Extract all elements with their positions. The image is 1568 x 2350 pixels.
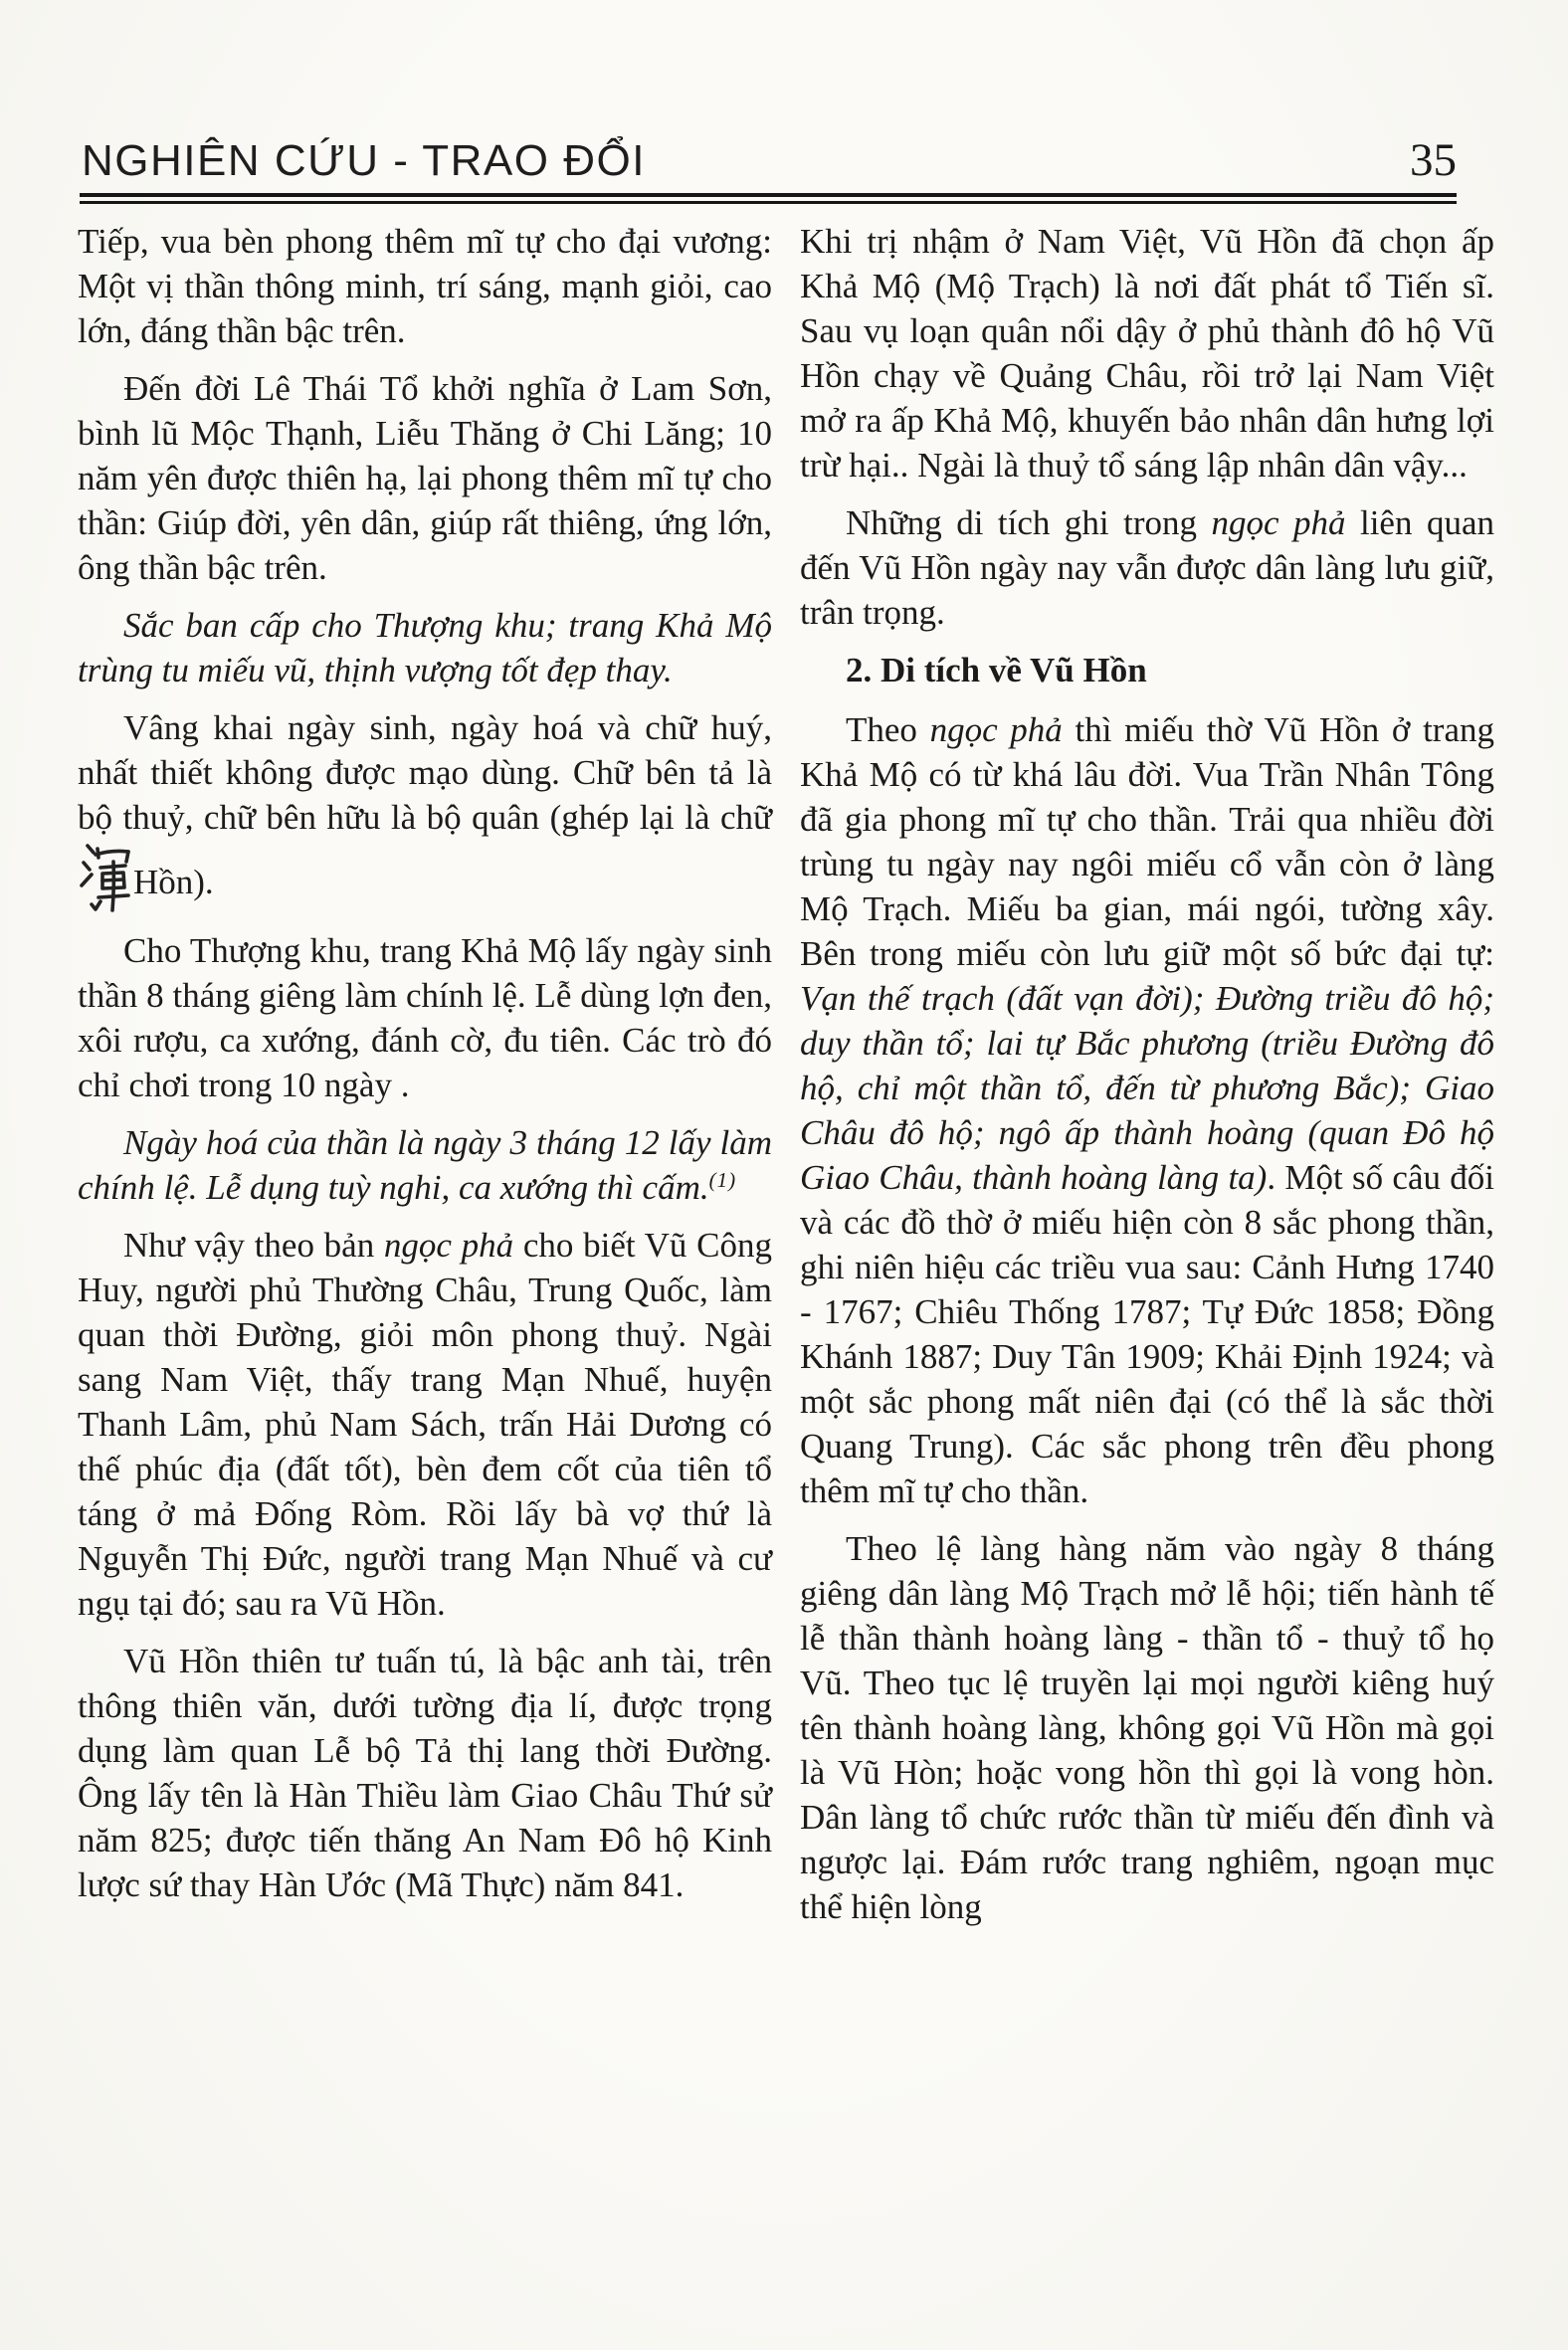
text-run: . Một số câu đối và các đồ thờ ở miếu hiện còn 8 sắc phong thần, ghi niên hiệu các triều vua sau: Cảnh Hưng 1740 - 1767; Chiêu Thống 1787; Tự Đức 1858; Đồng Khánh 1887; Duy Tân 1909; Khải Định 1924; và một sắc phong mất niên đại (có thể là sắc thời Quang Trung). Các sắc phong trên đều phong thêm mĩ tự cho thần.	[800, 1158, 1494, 1510]
paragraph	[800, 500, 1494, 635]
text-run: Hồn).	[133, 863, 214, 901]
paragraph	[78, 705, 772, 915]
text-run: 2. Di tích về Vũ Hồn	[846, 651, 1147, 689]
header-double-rule	[80, 193, 1457, 204]
text-run: liên quan đến Vũ Hồn ngày nay vẫn được dân làng lưu giữ, trân trọng.	[800, 503, 1494, 632]
text-run: Vạn thế trạch (đất vạn đời); Đường triều đô hộ; duy thần tổ; lai tự Bắc phương (triều Đường đô hộ, chỉ một thần tổ, đến từ phương Bắc); Giao Châu đô hộ; ngô ấp thành hoàng (quan Đô hộ Giao Châu, thành hoàng làng ta)	[800, 979, 1494, 1197]
paragraph	[78, 928, 772, 1107]
text-run: Ngày hoá của thần là ngày 3 tháng 12 lấy làm chính lệ. Lễ dụng tuỳ nghi, ca xướng thì cấm.	[78, 1123, 772, 1207]
paragraph	[800, 219, 1494, 488]
text-run: Theo lệ làng hàng năm vào ngày 8 tháng giêng dân làng Mộ Trạch mở lễ hội; tiến hành tế lễ thần thành hoàng làng - thần tổ - thuỷ tổ họ Vũ. Theo tục lệ truyền lại mọi người kiêng huý tên thành hoàng làng, không gọi Vũ Hồn mà gọi là Vũ Hòn; hoặc vong hồn thì gọi là vong hòn. Dân làng tổ chức rước thần từ miếu đến đình và ngược lại. Đám rước trang nghiêm, ngoạn mục thể hiện lòng	[800, 1529, 1494, 1926]
text-run: Như vậy theo bản	[123, 1226, 384, 1265]
text-run: Theo	[846, 710, 930, 749]
text-run: Vâng khai ngày sinh, ngày hoá và chữ huý, nhất thiết không được mạo dùng. Chữ bên tả là bộ thuỷ, chữ bên hữu là bộ quân (ghép lại là chữ	[78, 708, 772, 837]
paragraph	[800, 707, 1494, 1513]
text-run: cho biết Vũ Công Huy, người phủ Thường Châu, Trung Quốc, làm quan thời Đường, giỏi môn phong thuỷ. Ngài sang Nam Việt, thấy trang Mạn Nhuế, huyện Thanh Lâm, phủ Nam Sách, trấn Hải Dương có thế phúc địa (đất tốt), bèn đem cốt của tiên tổ táng ở mả Đống Ròm. Rồi lấy bà vợ thứ là Nguyễn Thị Đức, người trang Mạn Nhuế và cư ngụ tại đó; sau ra Vũ Hồn.	[78, 1226, 772, 1623]
text-run: Đến đời Lê Thái Tổ khởi nghĩa ở Lam Sơn, bình lũ Mộc Thạnh, Liễu Thăng ở Chi Lăng; 10 năm yên được thiên hạ, lại phong thêm mĩ tự cho thần: Giúp đời, yên dân, giúp rất thiêng, ứng lớn, ông thần bậc trên.	[78, 369, 772, 587]
paragraph	[78, 219, 772, 353]
text-run: Sắc ban cấp cho Thượng khu; trang Khả Mộ trùng tu miếu vũ, thịnh vượng tốt đẹp thay.	[78, 606, 772, 689]
paragraph	[78, 1120, 772, 1210]
section-heading	[800, 648, 1494, 692]
handwritten-han-character-hon	[79, 840, 132, 915]
text-run: ngọc phả	[383, 1226, 514, 1265]
text-run: Những di tích ghi trong	[846, 503, 1212, 542]
paragraph	[78, 1639, 772, 1907]
column-left	[78, 219, 772, 1942]
paragraph	[800, 1526, 1494, 1929]
column-right	[800, 219, 1494, 1942]
text-run: Cho Thượng khu, trang Khả Mộ lấy ngày sinh thần 8 tháng giêng làm chính lệ. Lễ dùng lợn đen, xôi rượu, ca xướng, đánh cờ, đu tiên. Các trò đó chỉ chơi trong 10 ngày .	[78, 931, 772, 1104]
text-run: ngọc phả	[1211, 503, 1346, 542]
article-body	[78, 219, 1494, 1942]
paragraph	[78, 603, 772, 692]
page-number: 35	[1410, 134, 1457, 186]
text-run: Khi trị nhậm ở Nam Việt, Vũ Hồn đã chọn ấp Khả Mộ (Mộ Trạch) là nơi đất phát tổ Tiến sĩ. Sau vụ loạn quân nổi dậy ở phủ thành đô hộ Vũ Hồn chạy về Quảng Châu, rồi trở lại Nam Việt mở ra ấp Khả Mộ, khuyến bảo nhân dân hưng lợi trừ hại.. Ngài là thuỷ tổ sáng lập nhân dân vậy...	[800, 222, 1494, 485]
running-head-title: NGHIÊN CỨU - TRAO ĐỔI	[82, 136, 646, 185]
page-header	[82, 133, 1457, 187]
text-run: Tiếp, vua bèn phong thêm mĩ tự cho đại vương: Một vị thần thông minh, trí sáng, mạnh giỏi, cao lớn, đáng thần bậc trên.	[78, 222, 772, 350]
footnote-marker: (1)	[708, 1168, 737, 1192]
paragraph	[78, 1223, 772, 1626]
text-run: Vũ Hồn thiên tư tuấn tú, là bậc anh tài, trên thông thiên văn, dưới tường địa lí, được trọng dụng làm quan Lễ bộ Tả thị lang thời Đường. Ông lấy tên là Hàn Thiều làm Giao Châu Thứ sử năm 825; được tiến thăng An Nam Đô hộ Kinh lược sứ thay Hàn Ước (Mã Thực) năm 841.	[78, 1642, 772, 1904]
paragraph	[78, 366, 772, 590]
text-run: ngọc phả	[929, 710, 1063, 749]
text-run: thì miếu thờ Vũ Hồn ở trang Khả Mộ có từ khá lâu đời. Vua Trần Nhân Tông đã gia phong mĩ tự cho thần. Trải qua nhiều đời trùng tu ngày nay ngôi miếu cổ vẫn còn ở làng Mộ Trạch. Miếu ba gian, mái ngói, tường xây. Bên trong miếu còn lưu giữ một số bức đại tự:	[800, 710, 1494, 973]
